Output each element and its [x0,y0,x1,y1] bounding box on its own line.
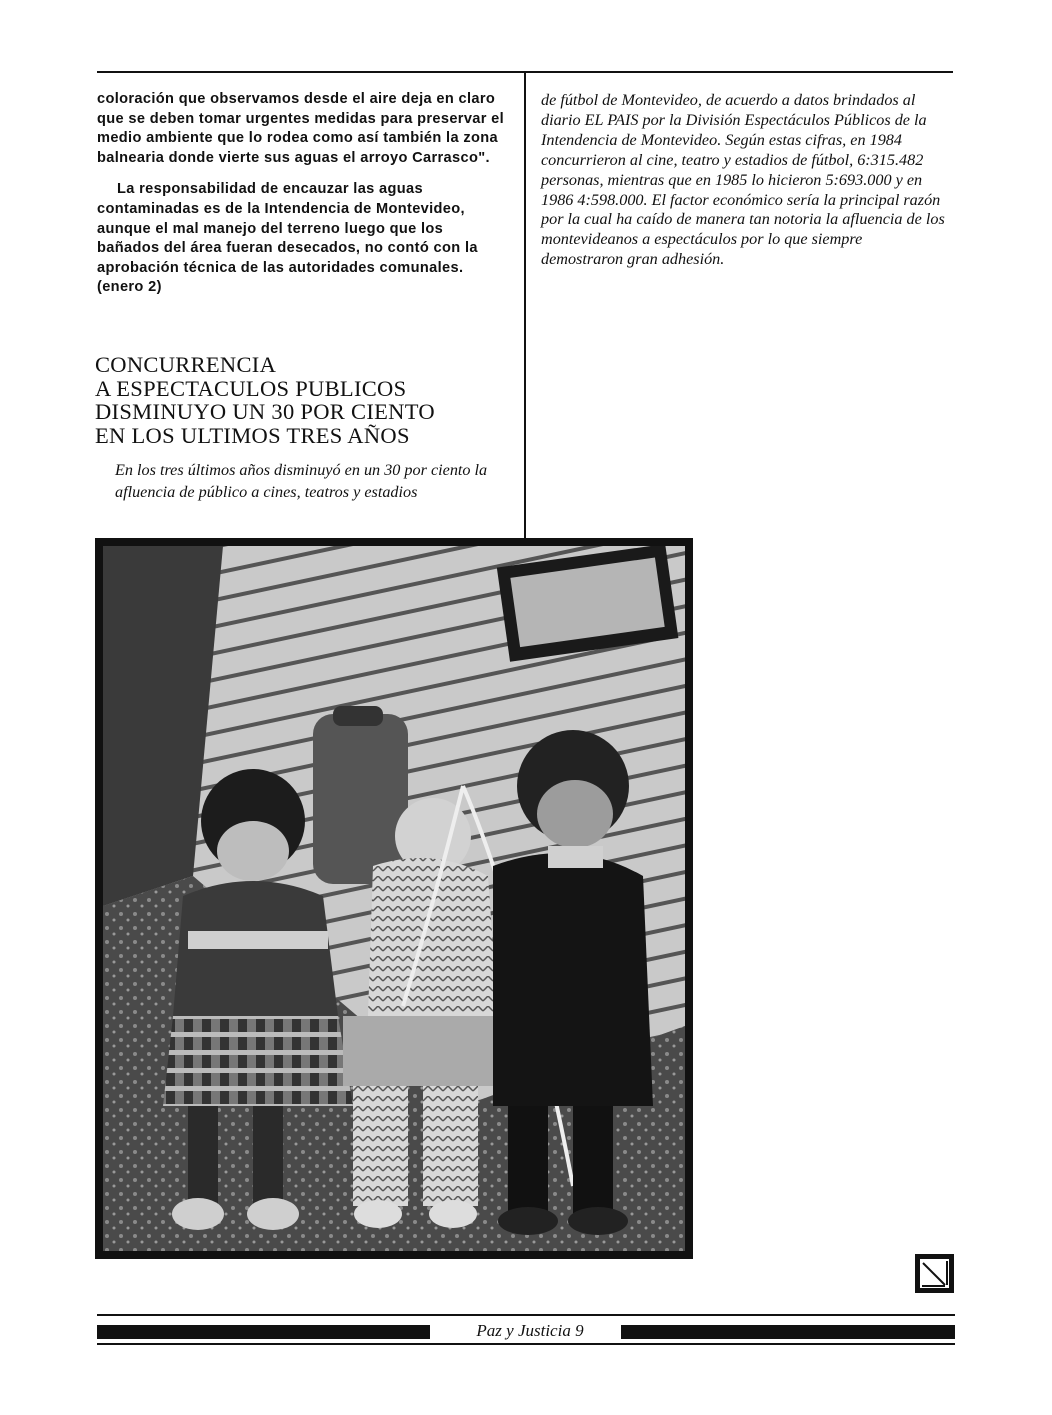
page-footer-label: Paz y Justicia 9 [476,1321,584,1340]
footer-bar-left [97,1325,430,1339]
headline-line-2: A ESPECTACULOS PUBLICOS [95,375,407,401]
right-column [541,91,946,270]
headline-line-3: DISMINUYO UN 30 POR CIENTO [95,399,435,425]
article-lead [115,459,515,503]
footer-bottom-rule [97,1343,955,1345]
left-column [97,90,507,298]
footer-top-rule [97,1314,955,1316]
photo-children [95,538,693,1259]
article-paragraph-2: La responsabilidad de encauzar las aguas contaminadas es de la Intendencia de Montevideo, aunque el mal manejo del terreno luego que los bañados del área fueran desecados, no contó con la aprobación técnica de las autoridades comunales. (enero 2) [97,181,478,296]
article-paragraph-1: coloración que observamos desde el aire deja en claro que se deben tomar urgentes medidas para preservar el medio ambiente que lo rodea como así también la zona balnearia donde vierte sus aguas el arroyo Carrasco". [97,91,505,166]
headline-line-1: CONCURRENCIA [95,352,277,377]
headline-line-4: EN LOS ULTIMOS TRES AÑOS [95,422,410,448]
column-divider [524,71,526,539]
photo-image [103,546,685,1251]
article-continuation: de fútbol de Montevideo, de acuerdo a datos brindados al diario EL PAIS por la División Espectáculos Públicos de la Intendencia de Montevideo. Según estas cifras, en 1984 concurrieron al cine, teatro y estadios de fútbol, 6:315.482 personas, mientras que en 1985 lo hicieron 5:693.000 y en 1986 4:598.000. El factor económico sería la principal razón por la cual ha caído de manera tan notoria la afluencia de los montevideanos a espectáculos por lo que siempre demostraron gran adhesión. [541,91,945,269]
end-of-article-icon [914,1253,955,1294]
lead-text: En los tres últimos años disminuyó en un 30 por ciento la afluencia de público a cines, teatros y estadios [115,461,488,501]
footer-bar-right [621,1325,955,1339]
article-headline [95,353,515,447]
